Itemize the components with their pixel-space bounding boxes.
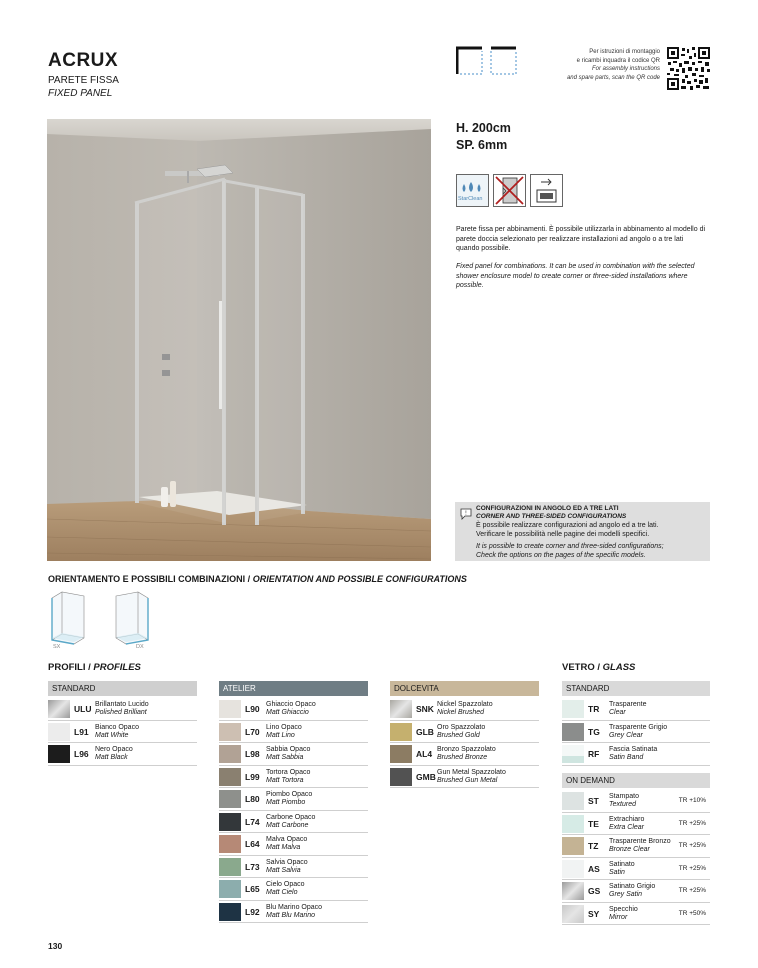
finish-row — [48, 743, 197, 766]
finish-name-italian: Trasparente Bronzo — [609, 838, 671, 845]
price-surcharge: TR +50% — [678, 909, 706, 917]
finish-name — [266, 904, 322, 920]
color-swatch — [562, 837, 584, 855]
profiles-atelier-column — [219, 681, 368, 923]
profiles-title — [48, 662, 141, 673]
color-swatch — [562, 745, 584, 763]
glass-title — [562, 662, 635, 673]
svg-text:!: ! — [465, 510, 467, 517]
finish-name-english: Grey Clear — [609, 731, 643, 739]
finish-row — [562, 813, 710, 836]
finish-name-english: Matt Ghiaccio — [266, 709, 309, 716]
finish-name-italian: Bronzo Spazzolato — [437, 746, 496, 753]
finish-name-italian: Cielo Opaco — [266, 881, 305, 888]
finish-name-italian: Piombo Opaco — [266, 791, 313, 798]
finish-name — [266, 859, 308, 875]
color-swatch — [390, 723, 412, 741]
finish-name-italian: Nero Opaco — [95, 746, 133, 753]
finish-row — [390, 698, 539, 721]
finish-row — [219, 901, 368, 924]
finish-name — [609, 883, 655, 899]
finish-name — [609, 906, 638, 922]
note-heading-english: CORNER AND THREE-SIDED CONFIGURATIONS — [476, 513, 627, 520]
finish-name-english: Textured — [609, 801, 636, 808]
finish-name-italian: Carbone Opaco — [266, 813, 316, 821]
note-text: È possibile realizzare configurazioni ad angolo ed a tre lati. — [476, 522, 659, 529]
glass-title-italian: VETRO / — [562, 662, 603, 673]
finish-code: L98 — [245, 749, 260, 759]
finish-name — [95, 724, 139, 740]
finish-name — [609, 746, 657, 762]
finish-row — [219, 788, 368, 811]
finish-name — [266, 836, 307, 852]
finish-name-italian: Ghiaccio Opaco — [266, 701, 316, 708]
column-header: ATELIER — [219, 681, 368, 696]
finish-name-english: Extra Clear — [609, 823, 645, 831]
color-swatch — [562, 860, 584, 878]
profiles-title-english: PROFILES — [93, 662, 141, 673]
finish-code: ULU — [74, 704, 92, 714]
note-heading-italian: CONFIGURAZIONI IN ANGOLO ED A TRE LATI — [476, 505, 619, 512]
finish-name — [437, 769, 506, 785]
finish-name-english: Matt Lino — [266, 731, 295, 739]
page-number: 130 — [48, 941, 63, 951]
finish-name-italian: Oro Spazzolato — [437, 723, 486, 731]
finish-code: GS — [588, 886, 601, 896]
finish-row — [562, 698, 710, 721]
finish-name — [609, 793, 639, 809]
finish-name-english: Grey Satin — [609, 891, 643, 898]
column-header: DOLCEVITA — [390, 681, 539, 696]
finish-name-english: Matt Piombo — [266, 799, 306, 806]
finish-code: AS — [588, 863, 600, 874]
orientation-title — [48, 574, 467, 584]
finish-name-italian: Salvia Opaco — [266, 858, 308, 866]
finish-code: GMB — [416, 771, 436, 782]
finish-name-italian: Nickel Spazzolato — [437, 701, 493, 708]
finish-name — [437, 701, 493, 717]
finish-code: TG — [588, 726, 600, 737]
finish-name-english: Nickel Brushed — [437, 709, 485, 716]
starclean-label: StarClean — [458, 196, 483, 202]
subtitle-italian: PARETE FISSA — [48, 75, 119, 86]
no-reversible-icon — [493, 174, 526, 207]
finish-name-english: Satin Band — [609, 754, 644, 761]
finish-name — [266, 769, 310, 785]
color-swatch — [219, 768, 241, 786]
color-swatch — [562, 723, 584, 741]
finish-name — [609, 701, 646, 717]
color-swatch — [219, 700, 241, 718]
finish-name-italian: Brillantato Lucido — [95, 701, 149, 708]
color-swatch — [219, 723, 241, 741]
color-swatch — [219, 745, 241, 763]
color-swatch — [219, 790, 241, 808]
finish-row — [219, 698, 368, 721]
description-english: Fixed panel for combinations. It can be used in combination with the selected shower enclosure model to create corner or three-sided installations where possible. — [456, 263, 695, 289]
orientation-right-label: DX — [136, 644, 144, 650]
finish-code: L70 — [245, 726, 260, 737]
height-spec: H. 200cm — [456, 121, 511, 135]
finish-name-english: Matt Cielo — [266, 889, 298, 896]
color-swatch — [390, 700, 412, 718]
configuration-note — [455, 502, 710, 561]
finish-name-italian: Stampato — [609, 793, 639, 800]
finish-code: L99 — [245, 771, 260, 782]
finish-name-english: Matt Salvia — [266, 866, 301, 874]
note-text: Check the options on the pages of the specific models. — [476, 552, 646, 559]
finish-name-english: Matt Sabbia — [266, 754, 304, 761]
finish-code: L92 — [245, 906, 260, 917]
price-surcharge: TR +25% — [678, 819, 706, 827]
finish-code: L96 — [74, 749, 89, 759]
column-header: STANDARD — [562, 681, 710, 696]
finish-name — [437, 724, 485, 740]
orientation-left-diagram — [48, 590, 88, 650]
color-swatch — [219, 835, 241, 853]
finish-name-italian: Trasparente Grigio — [609, 723, 668, 731]
profiles-title-italian: PROFILI / — [48, 662, 94, 673]
price-surcharge: TR +25% — [678, 842, 706, 849]
price-surcharge: TR +25% — [678, 887, 706, 894]
qr-code-icon[interactable] — [667, 47, 710, 90]
finish-name-english: Matt Blu Marino — [266, 911, 316, 919]
orientation-right-diagram — [112, 590, 152, 650]
finish-row — [219, 856, 368, 879]
color-swatch — [219, 813, 241, 831]
finish-name-english: Matt Carbone — [266, 821, 309, 829]
finish-name-italian: Satinato — [609, 860, 635, 868]
finish-name — [609, 838, 671, 854]
installation-icons — [456, 46, 518, 76]
finish-name — [95, 746, 133, 762]
finish-name — [266, 746, 310, 762]
note-text: Verificare le possibilità nelle pagine dei modelli specifici. — [476, 531, 650, 538]
finish-code: L73 — [245, 861, 260, 872]
finish-code: TZ — [588, 841, 599, 851]
finish-code: TE — [588, 818, 599, 829]
finish-name — [266, 881, 305, 897]
finish-name-english: Matt Malva — [266, 844, 301, 851]
finish-name-italian: Sabbia Opaco — [266, 746, 311, 753]
finish-name — [95, 701, 149, 717]
finish-name-italian: Satinato Grigio — [609, 883, 656, 890]
color-swatch — [219, 903, 241, 921]
orientation-title-english: ORIENTATION AND POSSIBLE CONFIGURATIONS — [252, 574, 467, 584]
finish-row — [219, 811, 368, 834]
profiles-standard-column — [48, 681, 197, 766]
finish-row — [562, 790, 710, 813]
finish-name-italian: Trasparente — [609, 701, 647, 708]
finish-name-english: Mirror — [609, 913, 628, 921]
finish-name-english: Polished Brilliant — [95, 709, 147, 716]
finish-code: GLB — [416, 726, 434, 737]
finish-row — [390, 766, 539, 789]
color-swatch — [390, 768, 412, 786]
column-header: ON DEMAND — [562, 773, 710, 788]
finish-row — [219, 833, 368, 856]
finish-name-italian: Fascia Satinata — [609, 746, 658, 753]
finish-name-english: Brushed Gold — [437, 731, 480, 739]
finish-row — [562, 835, 710, 858]
finish-row — [562, 743, 710, 766]
finish-row — [219, 878, 368, 901]
finish-code: L64 — [245, 839, 260, 849]
finish-code: L74 — [245, 816, 260, 827]
starclean-icon — [456, 174, 489, 207]
color-swatch — [219, 858, 241, 876]
info-speech-icon — [460, 508, 472, 520]
finish-row — [48, 698, 197, 721]
finish-name — [609, 724, 667, 740]
finish-name-english: Matt Black — [95, 754, 128, 761]
finish-name-italian: Specchio — [609, 905, 638, 913]
qr-text-line: Per istruzioni di montaggio — [589, 49, 660, 55]
finish-name-italian: Lino Opaco — [266, 723, 302, 731]
price-surcharge: TR +10% — [678, 797, 706, 804]
qr-instructions — [540, 48, 660, 82]
finish-row — [390, 721, 539, 744]
finish-code: AL4 — [416, 749, 433, 759]
finish-code: L80 — [245, 794, 260, 804]
finish-name-english: Brushed Gun Metal — [437, 776, 498, 784]
orientation-title-italian: ORIENTAMENTO E POSSIBILI COMBINAZIONI / — [48, 574, 253, 584]
color-swatch — [219, 880, 241, 898]
finish-row — [562, 903, 710, 926]
finish-name — [266, 791, 312, 807]
color-swatch — [562, 905, 584, 923]
profiles-dolcevita-column — [390, 681, 539, 788]
finish-name-english: Brushed Bronze — [437, 754, 488, 761]
note-text: It is possible to create corner and three-sided configurations; — [476, 543, 664, 550]
finish-name-italian: Tortora Opaco — [266, 768, 311, 776]
finish-code: ST — [588, 796, 599, 806]
color-swatch — [390, 745, 412, 763]
finish-name-italian: Extrachiaro — [609, 815, 645, 823]
glass-standard-column — [562, 681, 710, 766]
color-swatch — [48, 700, 70, 718]
finish-name-english: Satin — [609, 868, 625, 876]
finish-name-english: Clear — [609, 709, 626, 716]
thickness-spec: SP. 6mm — [456, 138, 508, 152]
finish-row — [219, 743, 368, 766]
finish-name — [266, 814, 315, 830]
finish-name — [437, 746, 496, 762]
color-swatch — [562, 815, 584, 833]
color-swatch — [562, 700, 584, 718]
qr-text-line: For assembly instructions — [591, 66, 660, 72]
finish-row — [562, 880, 710, 903]
glass-title-english: GLASS — [602, 662, 636, 673]
finish-code: L90 — [245, 704, 260, 714]
color-swatch — [562, 792, 584, 810]
finish-name-italian: Bianco Opaco — [95, 723, 139, 731]
finish-name — [609, 861, 635, 877]
finish-name — [266, 724, 302, 740]
finish-name-italian: Blu Marino Opaco — [266, 903, 323, 911]
finish-code: SY — [588, 908, 600, 919]
qr-text-line: e ricambi inquadra il codice QR — [576, 57, 660, 64]
finish-code: TR — [588, 704, 600, 714]
description-italian: Parete fissa per abbinamenti. È possibile utilizzarla in abbinamento al modello di parete doccia selezionato per realizzare installazioni ad angolo o a tre lati quando possibile. — [456, 226, 706, 252]
finish-code: RF — [588, 749, 600, 759]
qr-text-line: and spare parts, scan the QR code — [566, 74, 660, 81]
finish-name-english: Matt Tortora — [266, 776, 304, 784]
orientation-left-label: SX — [53, 644, 61, 650]
glass-on-demand-column — [562, 773, 710, 925]
color-swatch — [562, 882, 584, 900]
finish-row — [219, 721, 368, 744]
color-swatch — [48, 723, 70, 741]
column-header: STANDARD — [48, 681, 197, 696]
finish-name-italian: Malva Opaco — [266, 836, 308, 843]
finish-row — [48, 721, 197, 744]
color-swatch — [48, 745, 70, 763]
finish-row — [562, 858, 710, 881]
finish-name — [266, 701, 316, 717]
product-photo — [47, 119, 431, 561]
page-title: ACRUX — [48, 50, 119, 71]
finish-name-english: Matt White — [95, 731, 129, 739]
finish-name-italian: Gun Metal Spazzolato — [437, 768, 506, 776]
finish-row — [562, 721, 710, 744]
finish-code: SNK — [416, 704, 434, 714]
finish-name — [609, 816, 644, 832]
finish-code: L91 — [74, 726, 89, 737]
fixed-panel-icon — [530, 174, 563, 207]
finish-code: L65 — [245, 884, 260, 894]
finish-row — [390, 743, 539, 766]
finish-name-english: Bronze Clear — [609, 846, 650, 853]
price-surcharge: TR +25% — [678, 864, 706, 872]
finish-row — [219, 766, 368, 789]
subtitle-english: FIXED PANEL — [48, 88, 113, 99]
